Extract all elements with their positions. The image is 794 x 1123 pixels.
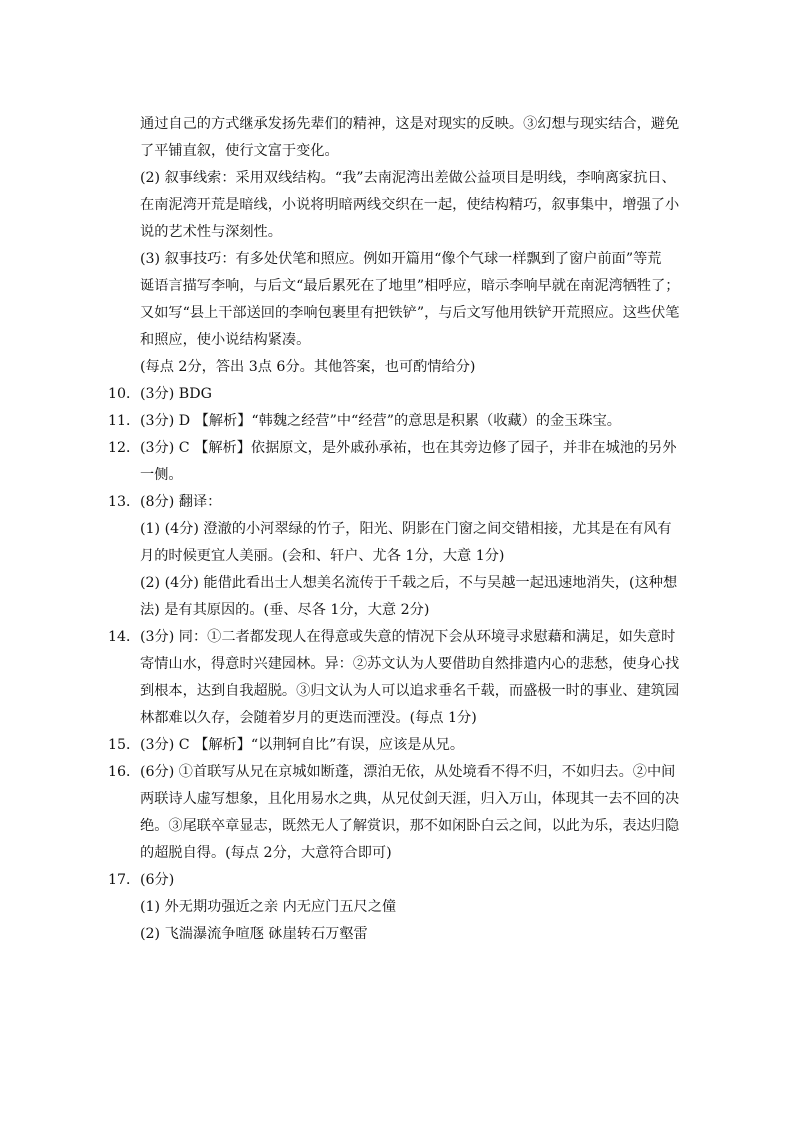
question-number: 11．	[108, 413, 141, 429]
text-line: 诞语言描写李响，与后文“最后累死在了地里”相呼应，暗示李响早就在南泥湾牺牲了；	[140, 278, 680, 294]
text-line: 通过自己的方式继承发扬先辈们的精神，这是对现实的反映。③幻想与现实结合，避免	[140, 116, 680, 132]
text-line: 了平铺直叙，使行文富于变化。	[140, 143, 339, 159]
text-line: 两联诗人虚写想象，且化用易水之典，从兄仗剑天涯，归入万山，体现其一去不回的决	[140, 791, 680, 807]
text-line: 绝。③尾联卒章显志，既然无人了解赏识，那不如闲卧白云之间，以此为乐，表达归隐	[140, 818, 680, 834]
question-number: 12．	[108, 440, 141, 456]
text-line: (1) 外无期功强近之亲 内无应门五尺之僮	[140, 899, 397, 915]
text-line: 到根本，达到自我超脱。③归文认为人可以追求垂名千载，而盛极一时的事业、建筑园	[140, 683, 680, 699]
answer-line: (6分)	[140, 872, 175, 888]
answer-line: (6分) ①首联写从兄在京城如断蓬，漂泊无依，从处境看不得不归，不如归去。②中间	[140, 764, 676, 780]
question-number: 13．	[108, 494, 141, 510]
answer-line: (3分) BDG	[140, 386, 212, 402]
answer-line: (8分) 翻译：	[140, 494, 222, 510]
text-line: 在南泥湾开荒是暗线，小说将明暗两线交织在一起，使结构精巧，叙事集中，增强了小	[140, 197, 680, 213]
answer-line: (3分) 同：①二者都发现人在得意或失意的情况下会从环境寻求慰藉和满足，如失意时	[140, 629, 676, 645]
answer-line: (3分) D 【解析】“韩魏之经营”中“经营”的意思是积累（收藏）的金玉珠宝。	[140, 413, 621, 429]
text-line: 和照应，使小说结构紧凑。	[140, 332, 311, 348]
text-line: 林都难以久存，会随着岁月的更迭而湮没。(每点 1分)	[140, 710, 477, 726]
question-number: 15．	[108, 737, 141, 753]
answer-line: (3分) C 【解析】“以荆轲自比”有误，应该是从兄。	[140, 737, 465, 753]
text-line: 法) 是有其原因的。(垂、尽各 1分，大意 2分)	[140, 602, 430, 618]
question-number: 14．	[108, 629, 141, 645]
text-line: 一侧。	[140, 467, 183, 483]
text-line: (1) (4分) 澄澈的小河翠绿的竹子，阳光、阴影在门窗之间交错相接，尤其是在有风有	[140, 521, 672, 537]
text-line: 又如写“县上干部送回的李响包裹里有把铁铲”，与后文写他用铁铲开荒照应。这些伏笔	[140, 305, 680, 321]
question-number: 17．	[108, 872, 141, 888]
text-line: (2) (4分) 能借此看出士人想美名流传于千载之后，不与吴越一起迅速地消失，(这种想	[140, 575, 678, 591]
question-number: 10．	[108, 386, 141, 402]
text-line: 月的时候更宜人美丽。(会和、轩户、尤各 1分，大意 1分)	[140, 548, 505, 564]
text-line: 的超脱自得。(每点 2分，大意符合即可)	[140, 845, 392, 861]
text-line: (3) 叙事技巧：有多处伏笔和照应。例如开篇用“像个气球一样飘到了窗户前面”等荒	[140, 251, 662, 267]
answer-line: (3分) C 【解析】依据原文，是外戚孙承祐，也在其旁边修了园子，并非在城池的另外	[140, 440, 677, 456]
text-line: 说的艺术性与深刻性。	[140, 224, 282, 240]
text-line: 寄情山水，得意时兴建园林。异：②苏文认为人要借助自然排遣内心的悲愁，使身心找	[140, 656, 680, 672]
text-line: (2) 叙事线索：采用双线结构。“我”去南泥湾出差做公益项目是明线，李响离家抗日、	[140, 170, 676, 186]
text-line: (2) 飞湍瀑流争喧豗 砯崖转石万壑雷	[140, 926, 368, 942]
text-line: (每点 2分，答出 3点 6分。其他答案，也可酌情给分)	[140, 359, 476, 375]
question-number: 16．	[108, 764, 141, 780]
